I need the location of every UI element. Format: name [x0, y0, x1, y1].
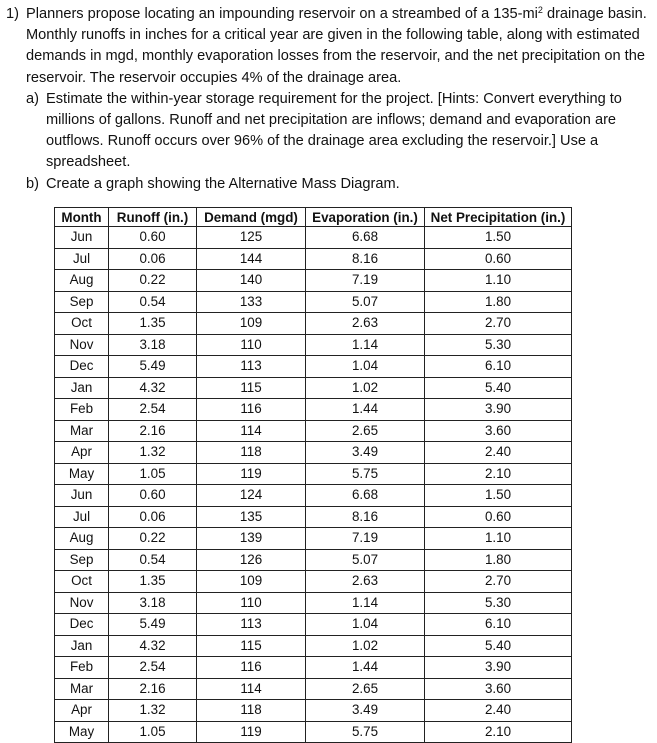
table-row: [55, 463, 572, 485]
cell-month: Aug: [55, 270, 109, 292]
table-row: [55, 571, 572, 593]
cell-demand: 114: [197, 678, 306, 700]
cell-net-precipitation: 2.70: [425, 571, 572, 593]
cell-net-precipitation: 0.60: [425, 506, 572, 528]
table-body: [55, 227, 572, 743]
table-row: [55, 614, 572, 636]
part-b-text: Create a graph showing the Alternative Mass Diagram.: [46, 175, 400, 192]
part-b-label: b): [26, 175, 39, 192]
cell-net-precipitation: 6.10: [425, 614, 572, 636]
cell-evaporation: 1.44: [306, 657, 425, 679]
cell-net-precipitation: 5.40: [425, 635, 572, 657]
header-runoff: Runoff (in.): [109, 208, 197, 227]
cell-runoff: 4.32: [109, 635, 197, 657]
table-row: [55, 657, 572, 679]
cell-month: Apr: [55, 700, 109, 722]
problem-statement: [6, 4, 652, 195]
part-b: [26, 174, 652, 195]
cell-net-precipitation: 5.30: [425, 334, 572, 356]
cell-month: Sep: [55, 549, 109, 571]
cell-net-precipitation: 2.10: [425, 463, 572, 485]
cell-demand: 110: [197, 334, 306, 356]
header-demand: Demand (mgd): [197, 208, 306, 227]
cell-evaporation: 5.75: [306, 463, 425, 485]
cell-month: Feb: [55, 657, 109, 679]
table-row: [55, 248, 572, 270]
cell-demand: 144: [197, 248, 306, 270]
cell-evaporation: 1.14: [306, 592, 425, 614]
cell-evaporation: 5.07: [306, 549, 425, 571]
cell-month: May: [55, 721, 109, 743]
cell-net-precipitation: 1.80: [425, 549, 572, 571]
table-row: [55, 291, 572, 313]
cell-month: Feb: [55, 399, 109, 421]
cell-evaporation: 7.19: [306, 528, 425, 550]
cell-net-precipitation: 1.50: [425, 485, 572, 507]
cell-runoff: 3.18: [109, 334, 197, 356]
cell-month: Nov: [55, 592, 109, 614]
cell-month: Jun: [55, 485, 109, 507]
cell-demand: 118: [197, 700, 306, 722]
cell-runoff: 5.49: [109, 614, 197, 636]
table-row: [55, 549, 572, 571]
cell-month: Oct: [55, 571, 109, 593]
cell-runoff: 5.49: [109, 356, 197, 378]
header-month: Month: [55, 208, 109, 227]
cell-net-precipitation: 3.60: [425, 420, 572, 442]
cell-month: Dec: [55, 614, 109, 636]
cell-demand: 115: [197, 377, 306, 399]
cell-net-precipitation: 2.40: [425, 442, 572, 464]
cell-net-precipitation: 3.90: [425, 657, 572, 679]
table-row: [55, 592, 572, 614]
cell-evaporation: 1.04: [306, 356, 425, 378]
problem-stem-text: Planners propose locating an impounding reservoir on a streambed of a 135-mi: [26, 6, 538, 22]
cell-demand: 116: [197, 657, 306, 679]
cell-runoff: 1.35: [109, 571, 197, 593]
cell-runoff: 3.18: [109, 592, 197, 614]
table-row: [55, 635, 572, 657]
cell-demand: 139: [197, 528, 306, 550]
cell-net-precipitation: 3.60: [425, 678, 572, 700]
cell-runoff: 0.54: [109, 291, 197, 313]
header-evaporation: Evaporation (in.): [306, 208, 425, 227]
cell-demand: 116: [197, 399, 306, 421]
cell-net-precipitation: 0.60: [425, 248, 572, 270]
cell-net-precipitation: 2.70: [425, 313, 572, 335]
header-net-precipitation: Net Precipitation (in.): [425, 208, 572, 227]
cell-month: Aug: [55, 528, 109, 550]
cell-runoff: 2.54: [109, 657, 197, 679]
cell-month: Sep: [55, 291, 109, 313]
cell-evaporation: 3.49: [306, 442, 425, 464]
cell-runoff: 0.22: [109, 270, 197, 292]
cell-net-precipitation: 1.10: [425, 528, 572, 550]
cell-demand: 140: [197, 270, 306, 292]
cell-demand: 119: [197, 721, 306, 743]
problem-stem: [26, 4, 652, 89]
part-a-label: a): [26, 90, 39, 107]
table-row: [55, 334, 572, 356]
cell-evaporation: 1.02: [306, 635, 425, 657]
cell-demand: 118: [197, 442, 306, 464]
cell-demand: 113: [197, 614, 306, 636]
cell-evaporation: 6.68: [306, 227, 425, 249]
cell-month: Jul: [55, 248, 109, 270]
part-a-text: Estimate the within-year storage requirement for the project. [Hints: Convert everything to millions of gallons. Runoff and net precipitation are inflows; demand and evaporation are outflows. Runoff occurs over 96% of the drainage area excluding the reservoir.] Use a spreadsheet.: [46, 90, 622, 171]
cell-evaporation: 1.14: [306, 334, 425, 356]
data-table: [54, 207, 572, 743]
cell-net-precipitation: 1.50: [425, 227, 572, 249]
cell-runoff: 0.06: [109, 248, 197, 270]
table-row: [55, 313, 572, 335]
cell-runoff: 2.54: [109, 399, 197, 421]
table-row: [55, 485, 572, 507]
cell-runoff: 0.06: [109, 506, 197, 528]
cell-net-precipitation: 6.10: [425, 356, 572, 378]
cell-evaporation: 7.19: [306, 270, 425, 292]
cell-month: Jul: [55, 506, 109, 528]
table-row: [55, 506, 572, 528]
cell-month: May: [55, 463, 109, 485]
cell-runoff: 0.54: [109, 549, 197, 571]
cell-evaporation: 8.16: [306, 506, 425, 528]
cell-month: Dec: [55, 356, 109, 378]
table-row: [55, 377, 572, 399]
cell-demand: 109: [197, 313, 306, 335]
cell-demand: 125: [197, 227, 306, 249]
cell-evaporation: 2.65: [306, 678, 425, 700]
cell-month: Jan: [55, 635, 109, 657]
table-row: [55, 420, 572, 442]
cell-evaporation: 2.63: [306, 313, 425, 335]
table-row: [55, 270, 572, 292]
cell-month: Oct: [55, 313, 109, 335]
cell-runoff: 0.60: [109, 227, 197, 249]
cell-runoff: 0.60: [109, 485, 197, 507]
cell-evaporation: 8.16: [306, 248, 425, 270]
cell-evaporation: 3.49: [306, 700, 425, 722]
cell-net-precipitation: 2.10: [425, 721, 572, 743]
cell-evaporation: 6.68: [306, 485, 425, 507]
cell-month: Jan: [55, 377, 109, 399]
cell-month: Mar: [55, 678, 109, 700]
cell-runoff: 1.35: [109, 313, 197, 335]
cell-demand: 133: [197, 291, 306, 313]
problem-stem-text-cont: drainage basin. Monthly runoffs in inches for a critical year are given in the following table, along with estimated demands in mgd, monthly evaporation losses from the reservoir, and the net precipitation on the reservoir. The reservoir occupies 4% of the drainage area.: [26, 6, 647, 86]
cell-net-precipitation: 1.10: [425, 270, 572, 292]
superscript: 2: [537, 5, 543, 15]
cell-demand: 109: [197, 571, 306, 593]
cell-evaporation: 1.04: [306, 614, 425, 636]
cell-month: Nov: [55, 334, 109, 356]
cell-net-precipitation: 3.90: [425, 399, 572, 421]
cell-evaporation: 1.02: [306, 377, 425, 399]
table-row: [55, 356, 572, 378]
cell-evaporation: 2.63: [306, 571, 425, 593]
cell-net-precipitation: 1.80: [425, 291, 572, 313]
table-row: [55, 528, 572, 550]
table-row: [55, 700, 572, 722]
cell-runoff: 4.32: [109, 377, 197, 399]
cell-month: Jun: [55, 227, 109, 249]
cell-runoff: 1.05: [109, 463, 197, 485]
part-a: [26, 89, 652, 174]
table-row: [55, 721, 572, 743]
table-row: [55, 227, 572, 249]
problem-number: 1): [6, 6, 19, 22]
cell-demand: 110: [197, 592, 306, 614]
cell-demand: 115: [197, 635, 306, 657]
cell-demand: 119: [197, 463, 306, 485]
cell-demand: 114: [197, 420, 306, 442]
cell-runoff: 0.22: [109, 528, 197, 550]
table-header-row: [55, 208, 572, 227]
cell-runoff: 1.32: [109, 442, 197, 464]
cell-demand: 124: [197, 485, 306, 507]
table-row: [55, 399, 572, 421]
cell-month: Mar: [55, 420, 109, 442]
cell-net-precipitation: 5.30: [425, 592, 572, 614]
cell-evaporation: 5.75: [306, 721, 425, 743]
cell-runoff: 1.32: [109, 700, 197, 722]
cell-demand: 126: [197, 549, 306, 571]
table-row: [55, 678, 572, 700]
cell-net-precipitation: 5.40: [425, 377, 572, 399]
cell-runoff: 2.16: [109, 420, 197, 442]
cell-runoff: 1.05: [109, 721, 197, 743]
table-row: [55, 442, 572, 464]
cell-evaporation: 5.07: [306, 291, 425, 313]
cell-evaporation: 2.65: [306, 420, 425, 442]
cell-demand: 113: [197, 356, 306, 378]
cell-runoff: 2.16: [109, 678, 197, 700]
cell-evaporation: 1.44: [306, 399, 425, 421]
cell-demand: 135: [197, 506, 306, 528]
cell-month: Apr: [55, 442, 109, 464]
cell-net-precipitation: 2.40: [425, 700, 572, 722]
